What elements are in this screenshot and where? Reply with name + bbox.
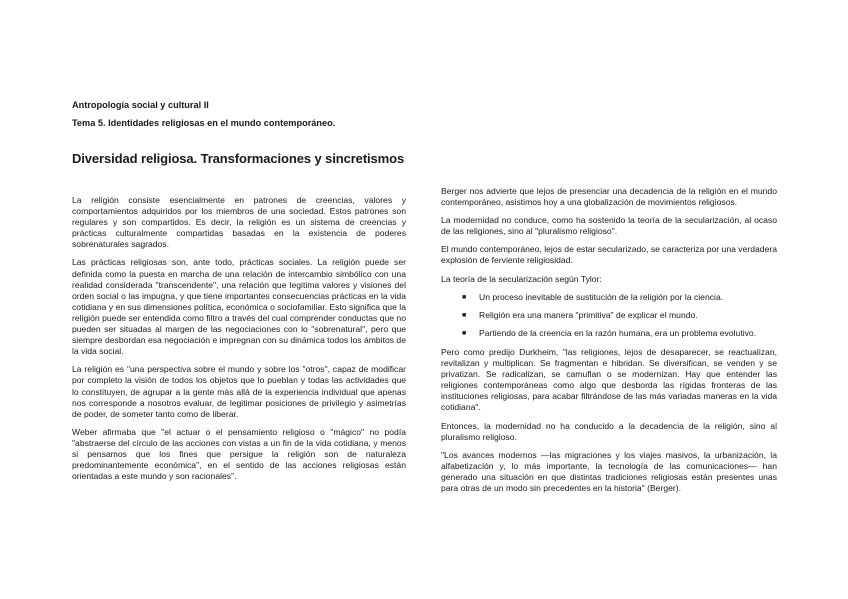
paragraph: Entonces, la modernidad no ha conducido a la decadencia de la religión, sino al pluralismo religioso. xyxy=(441,420,777,442)
left-column xyxy=(72,195,406,489)
document-title: Diversidad religiosa. Transformaciones y sincretismos xyxy=(72,151,405,166)
paragraph: Las prácticas religiosas son, ante todo, prácticas sociales. La religión puede ser definida como la puesta en marcha de una relación de intercambio simbólico con una realidad considerada "transcendente", una relación que legitima valores y visiones del orden social o las impugna, y que tiene importantes consecuencias prácticas en la vida cotidiana y en sus dimensiones política, económica o sociofamiliar. Esto significa que la religión puede ser entendida como filtro a través del cual comprender conductas que no pueden ser situadas al margen de las negociaciones con lo "sobrenatural", pero que siempre desbordan esa negociación e impregnan con su dinámica todos los ámbitos de la vida social. xyxy=(72,257,406,357)
list-item xyxy=(441,328,777,339)
right-column xyxy=(441,186,777,501)
paragraph: La religión es "una perspectiva sobre el mundo y sobre los "otros", capaz de modificar por completo la visión de todos los objetos que lo pueblan y todas las actividades que lo constituyen, de agrupar a la gente más allá de la experiencia individual que apenas nos corresponde a nosotros evaluar, de legitimar posiciones de privilegio y asimetrías de poder, de someter tanto como de liberar. xyxy=(72,364,406,419)
list-item xyxy=(441,292,777,303)
paragraph: Pero como predijo Durkheim, "las religiones, lejos de desaparecer, se reactualizan, revitalizan y multiplican. Se fragmentan e hibridan. Se diversifican, se venden y se privatizan. Se radicalizan, se camuflan o se modernizan. Hay que entender las religiones contemporáneas como algo que desborda las rígidas fronteras de las instituciones religiosas, para acabar filtrándose de las más variadas maneras en la vida cotidiana". xyxy=(441,346,777,413)
paragraph: Berger nos advierte que lejos de presenciar una decadencia de la religión en el mundo contemporáneo, asistimos hoy a una globalización de movimientos religiosos. xyxy=(441,186,777,208)
list-item-text: Religión era una manera "primitiva" de explicar el mundo. xyxy=(479,309,698,320)
topic-heading: Tema 5. Identidades religiosas en el mundo contemporáneo. xyxy=(72,118,336,128)
paragraph: La modernidad no conduce, como ha sostenido la teoría de la secularización, al ocaso de las religiones, sino al "pluralismo religioso". xyxy=(441,215,777,237)
square-bullet-icon: ■ xyxy=(462,329,467,337)
paragraph: "Los avances modernos —las migraciones y los viajes masivos, la urbanización, la alfabetización y, lo más importante, la tecnología de las comunicaciones— han generado una situación en que distintas tradiciones religiosas están presentes unas para otras de un modo sin precedentes en la historia" (Berger). xyxy=(441,449,777,493)
square-bullet-icon: ■ xyxy=(462,293,467,301)
paragraph: El mundo contemporáneo, lejos de estar secularizado, se caracteriza por una verdadera explosión de ferviente religiosidad. xyxy=(441,244,777,266)
bullet-list xyxy=(441,292,777,339)
list-item-text: Partiendo de la creencia en la razón humana, era un problema evolutivo. xyxy=(479,327,757,338)
paragraph: La religión consiste esencialmente en patrones de creencias, valores y comportamientos adquiridos por los miembros de una sociedad. Estos patrones son regulares y son compartidos. Es decir, la religión es un sistema de creencias y prácticas culturalmente compartidas basadas en la existencia de poderes sobrenaturales sagrados. xyxy=(72,195,406,250)
list-item xyxy=(441,310,777,321)
square-bullet-icon: ■ xyxy=(462,311,467,319)
course-name: Antropología social y cultural II xyxy=(72,100,209,110)
paragraph: La teoría de la secularización según Tylor: xyxy=(441,273,602,284)
list-item-text: Un proceso inevitable de sustitución de la religión por la ciencia. xyxy=(479,291,724,302)
paragraph: Weber afirmaba que "el actuar o el pensamiento religioso o "mágico" no podía "abstraerse del círculo de las acciones con vistas a un fin de la vida cotidiana, y menos si pensamos que los fines que persigue la religión son de naturaleza predominantemente económica", en el sentido de las acciones religiosas están orientadas a este mundo y son racionales". xyxy=(72,426,406,482)
